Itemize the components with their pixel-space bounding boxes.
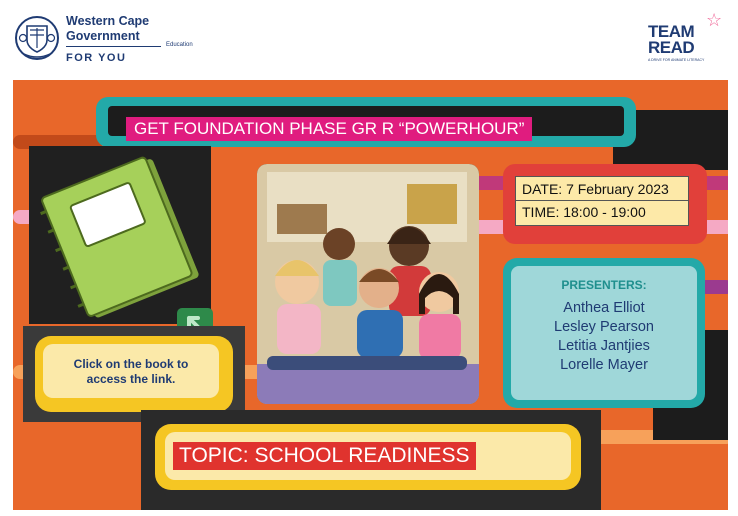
- presenters-frame: [503, 258, 705, 408]
- link-instruction: [43, 357, 219, 387]
- partner-logo-text: TEAM READ: [648, 22, 695, 57]
- presenter-name: Anthea Elliot: [563, 300, 645, 316]
- divider: [516, 200, 688, 201]
- star-icon: ☆: [706, 10, 723, 30]
- org-line2: Government: [66, 29, 140, 43]
- date-time-frame: [503, 164, 707, 244]
- link-instruction-box: [43, 344, 219, 398]
- org-line1: Western Cape: [66, 14, 150, 28]
- date-time-box: [515, 176, 689, 226]
- event-date: DATE: 7 February 2023: [522, 181, 669, 197]
- link-instruction-line1: Click on the book to: [73, 357, 189, 371]
- team-read-logo: [646, 10, 730, 68]
- event-title: GET FOUNDATION PHASE GR R “POWERHOUR”: [126, 117, 532, 141]
- org-tagline: FOR YOU: [66, 52, 127, 64]
- presenter-name: Letitia Jantjies: [558, 338, 650, 354]
- topic-frame: [141, 410, 601, 510]
- title-frame: [96, 97, 636, 147]
- link-instruction-line2: access the link.: [86, 372, 176, 386]
- partner-tagline: A DRIVE FOR ANIMATE LITERACY: [648, 58, 705, 62]
- children-photo: [257, 164, 479, 404]
- presenter-name: Lesley Pearson: [554, 319, 654, 335]
- presenter-name: Lorelle Mayer: [560, 357, 648, 373]
- link-instruction-frame: [23, 326, 245, 422]
- presenters-heading: PRESENTERS:: [561, 278, 647, 292]
- title-backdrop: [108, 106, 624, 136]
- topic-border: [155, 424, 581, 490]
- presenters-box: [511, 266, 697, 400]
- event-time: TIME: 18:00 - 19:00: [522, 204, 646, 220]
- logo-divider: [66, 46, 161, 47]
- org-department: Education: [166, 42, 193, 48]
- wcg-logo: [66, 14, 193, 64]
- coat-of-arms-icon: [14, 14, 60, 62]
- topic-box: [165, 432, 571, 480]
- event-topic: TOPIC: SCHOOL READINESS: [173, 442, 476, 470]
- link-instruction-border: [35, 336, 233, 412]
- event-banner: [13, 80, 728, 510]
- book-link[interactable]: [29, 146, 211, 324]
- book-icon[interactable]: [29, 146, 211, 324]
